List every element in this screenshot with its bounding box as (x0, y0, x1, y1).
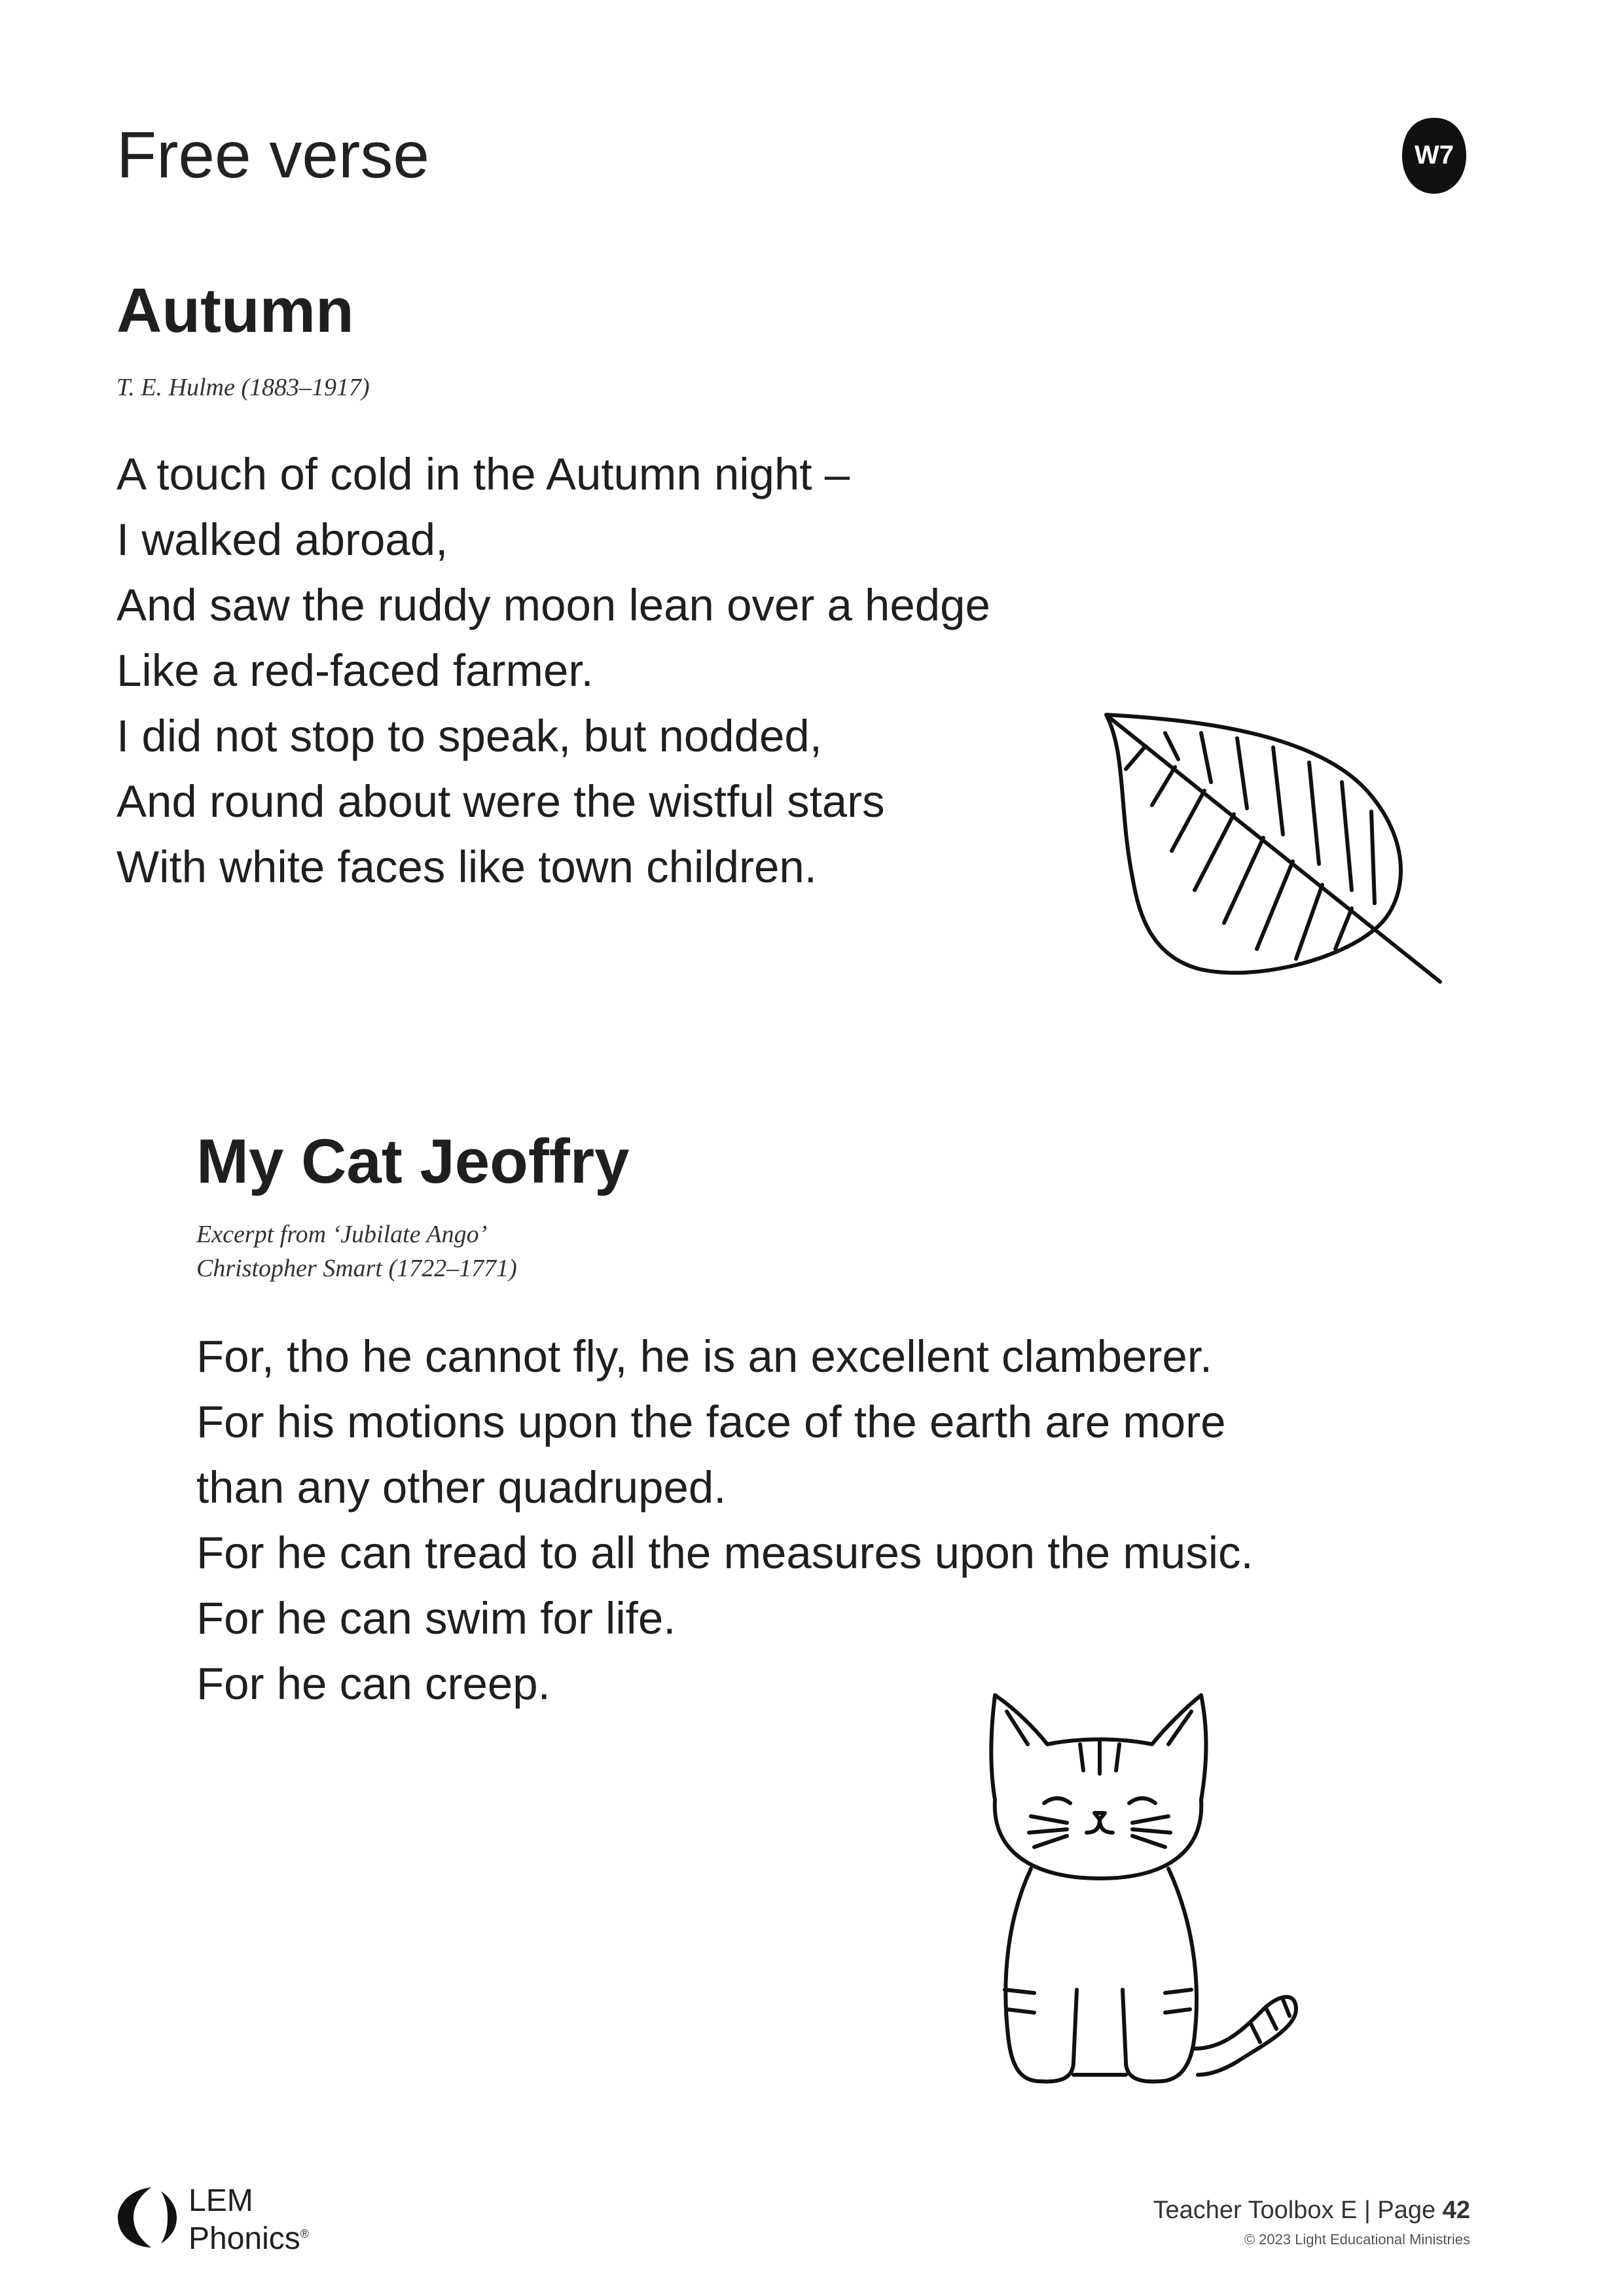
page-label: Page (1377, 2197, 1436, 2224)
poem-line: than any other quadruped. (196, 1462, 727, 1513)
poem-line: With white faces like town children. (117, 842, 817, 892)
poem-line: A touch of cold in the Autumn night – (117, 449, 850, 499)
poem-author: Christopher Smart (1722–1771) (196, 1255, 517, 1282)
section-badge (1398, 113, 1470, 198)
poem-line: For he can creep. (196, 1659, 550, 1709)
lem-phonics-logo (189, 2185, 309, 2255)
poem-line: Like a red-faced farmer. (117, 645, 594, 696)
poem-title-my-cat-jeoffry: My Cat Jeoffry (196, 1126, 630, 1196)
leaf-icon (1100, 707, 1453, 995)
poem-body-my-cat-jeoffry (196, 1324, 1254, 1717)
poem-line: For his motions upon the face of the earth are more (196, 1397, 1226, 1447)
poem-line: And saw the ruddy moon lean over a hedge (117, 580, 990, 630)
poem-source: Excerpt from ‘Jubilate Ango’ (196, 1221, 488, 1248)
poem-line: For he can swim for life. (196, 1593, 676, 1643)
poem-body-autumn (117, 442, 990, 900)
lem-phonics-logo-icon (115, 2183, 181, 2251)
badge-label: W7 (1415, 140, 1454, 170)
logo-line1: LEM (189, 2183, 253, 2218)
poem-line: And round about were the wistful stars (117, 776, 885, 827)
copyright: © 2023 Light Educational Ministries (1244, 2231, 1470, 2248)
poem-line: For, tho he cannot fly, he is an excellent clamberer. (196, 1331, 1213, 1382)
section-title: Free verse (117, 118, 429, 192)
cat-icon (969, 1682, 1316, 2114)
page-number: 42 (1442, 2197, 1470, 2224)
poem-attribution (196, 1217, 517, 1285)
poem-author-autumn: T. E. Hulme (1883–1917) (117, 374, 370, 401)
registered-mark: ® (300, 2227, 310, 2240)
poem-line: For he can tread to all the measures upon the music. (196, 1528, 1254, 1578)
poem-line: I walked abroad, (117, 514, 448, 565)
page-footer (1153, 2197, 1470, 2248)
logo-line2: Phonics (189, 2221, 300, 2256)
footer-separator: | (1363, 2197, 1371, 2224)
poem-line: I did not stop to speak, but nodded, (117, 711, 822, 761)
book-title: Teacher Toolbox E (1153, 2197, 1358, 2224)
poem-title-autumn: Autumn (117, 276, 354, 346)
